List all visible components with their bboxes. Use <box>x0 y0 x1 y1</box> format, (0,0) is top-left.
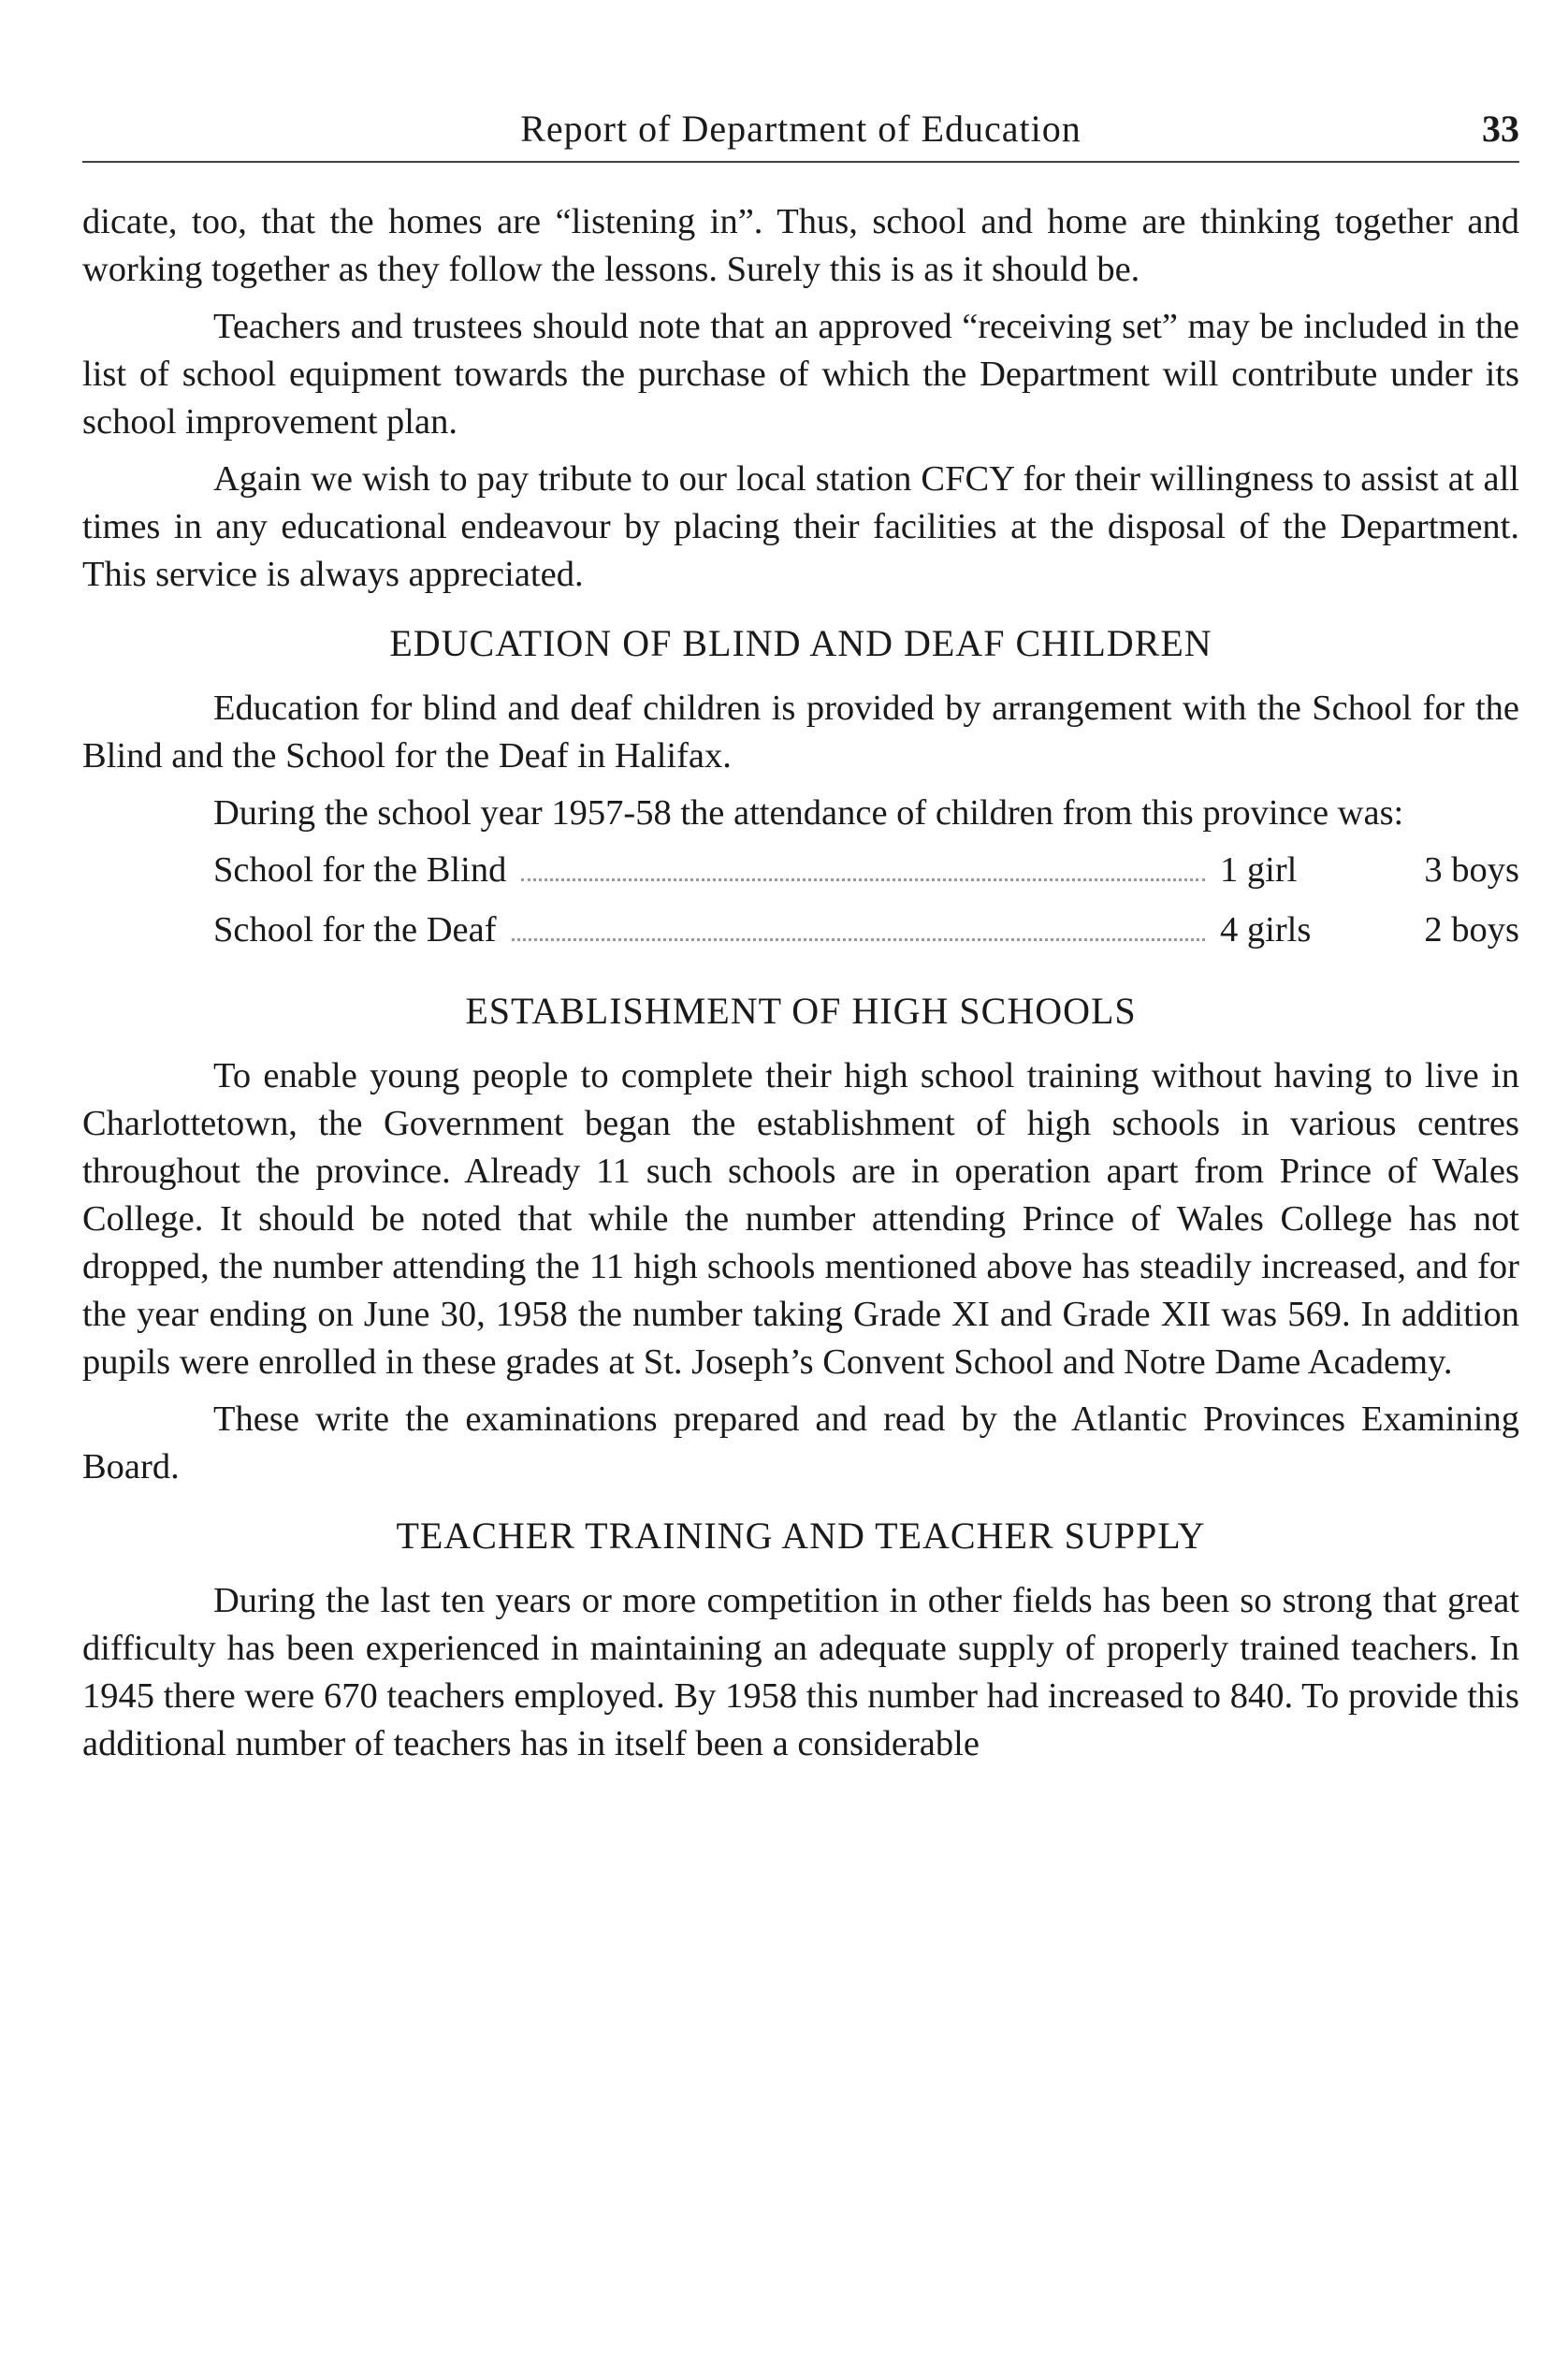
paragraph: dicate, too, that the homes are “listening in”. Thus, school and home are thinking together and working together as they follow the lessons. Surely this is as it should be. <box>82 202 1519 289</box>
attendance-school: School for the Deaf <box>213 910 497 950</box>
page-body <box>82 198 1519 1768</box>
attendance-row <box>213 847 1519 906</box>
section-heading-teacher-training: TEACHER TRAINING AND TEACHER SUPPLY <box>396 1515 1206 1557</box>
paragraph: Education for blind and deaf children is provided by arrangement with the School for the Blind and the School for the Deaf in Halifax. <box>82 689 1519 776</box>
attendance-row <box>213 906 1519 966</box>
attendance-boys: 3 boys <box>1424 850 1519 890</box>
attendance-boys: 2 boys <box>1424 910 1519 950</box>
page <box>82 105 1519 1777</box>
running-title: Report of Department of Education <box>520 108 1082 150</box>
dot-leader <box>512 938 1205 941</box>
paragraph: During the last ten years or more competition in other fields has been so strong that great difficulty has been experienced in maintaining an adequate supply of properly trained teachers. In 1945 there were 670 teachers employed. By 1958 this number had increased to 840. To provide this additional number of teachers has in itself been a considerable <box>82 1581 1519 1763</box>
attendance-girls: 4 girls <box>1220 910 1312 950</box>
dot-leader <box>521 878 1205 881</box>
paragraph: These write the examinations prepared and read by the Atlantic Provinces Examining Board. <box>82 1399 1519 1486</box>
running-header <box>82 105 1519 163</box>
attendance-school: School for the Blind <box>213 850 507 890</box>
attendance-girls: 1 girl <box>1220 850 1298 890</box>
section-heading-blind-deaf: EDUCATION OF BLIND AND DEAF CHILDREN <box>389 622 1212 664</box>
paragraph: To enable young people to complete their high school training without having to live in Charlottetown, the Government began the establishment of high schools in various centres throughout the province. Already 11 such schools are in operation apart from Prince of Wales College. It should be noted that while the number attending Prince of Wales College has not dropped, the number attending the 11 high schools mentioned above has steadily increased, and for the year ending on June 30, 1958 the number taking Grade XI and Grade XII was 569. In addition pupils were enrolled in these grades at St. Joseph’s Convent School and Notre Dame Academy. <box>82 1056 1519 1382</box>
section-heading-high-schools: ESTABLISHMENT OF HIGH SCHOOLS <box>465 990 1137 1032</box>
paragraph: Again we wish to pay tribute to our local station CFCY for their willingness to assist at all times in any educational endeavour by placing their facilities at the disposal of the Department. This service is always appreciated. <box>82 459 1519 594</box>
paragraph: During the school year 1957-58 the attendance of children from this province was: <box>213 793 1404 833</box>
paragraph: Teachers and trustees should note that an approved “receiving set” may be included in the list of school equipment towards the purchase of which the Department will contribute under its school improvement plan. <box>82 307 1519 442</box>
page-number: 33 <box>1482 108 1519 150</box>
attendance-table <box>213 847 1519 966</box>
